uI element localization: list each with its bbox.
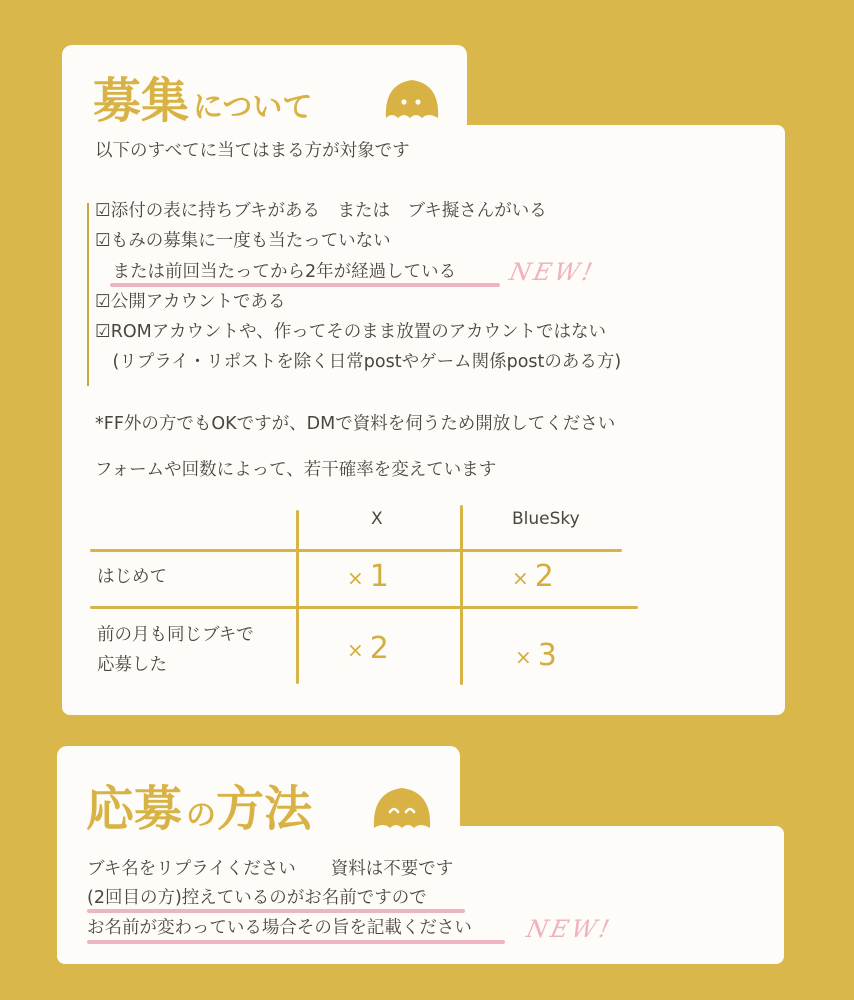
note-rate: フォームや回数によって、若干確率を変えています (95, 460, 497, 480)
table-row-label: はじめて (97, 567, 167, 587)
recruit-title: 募集 について (93, 73, 313, 129)
apply-line: お名前が変わっている場合その旨を記載ください (87, 918, 472, 938)
apply-line: (2回目の方)控えているのがお名前ですので (87, 888, 427, 908)
table-cell-x: × 1 (347, 559, 389, 594)
mascot-icon (382, 72, 442, 122)
note-ff: *FF外の方でもOKですが、DMで資料を伺うため開放してください (95, 414, 616, 434)
table-row-label: 応募した (97, 655, 167, 675)
table-header-x: X (371, 509, 383, 529)
new-badge: NEW! (507, 258, 598, 286)
table-cell-bluesky: × 3 (515, 638, 557, 673)
table-cell-x: × 2 (347, 631, 389, 666)
highlight-underline (87, 909, 465, 913)
table-line (460, 505, 463, 685)
mascot-icon (370, 780, 434, 832)
condition-item: ☑ROMアカウントや、作ってそのまま放置のアカウントではない (95, 322, 607, 342)
condition-item: ☑公開アカウントである (95, 292, 286, 312)
table-line (90, 606, 638, 609)
recruit-intro: 以下のすべてに当てはまる方が対象です (95, 141, 410, 161)
apply-line: ブキ名をリプライください 資料は不要です (87, 859, 454, 879)
table-header-bluesky: BlueSky (512, 509, 580, 529)
highlight-underline (87, 940, 505, 944)
condition-item: (リプライ・リポストを除く日常postやゲーム関係postのある方) (95, 352, 622, 372)
apply-title: 応募 の方法 (86, 781, 313, 837)
condition-item: または前回当たってから2年が経過している (95, 262, 457, 282)
table-line (296, 510, 299, 684)
table-cell-bluesky: × 2 (512, 559, 554, 594)
table-row-label: 前の月も同じブキで (97, 625, 254, 645)
condition-item: ☑もみの募集に一度も当たっていない (95, 231, 391, 251)
highlight-underline (110, 283, 500, 287)
table-line (90, 549, 622, 552)
condition-item: ☑添付の表に持ちブキがある または ブキ擬さんがいる (95, 201, 547, 221)
new-badge: NEW! (524, 915, 615, 943)
conditions-bar (87, 203, 89, 386)
